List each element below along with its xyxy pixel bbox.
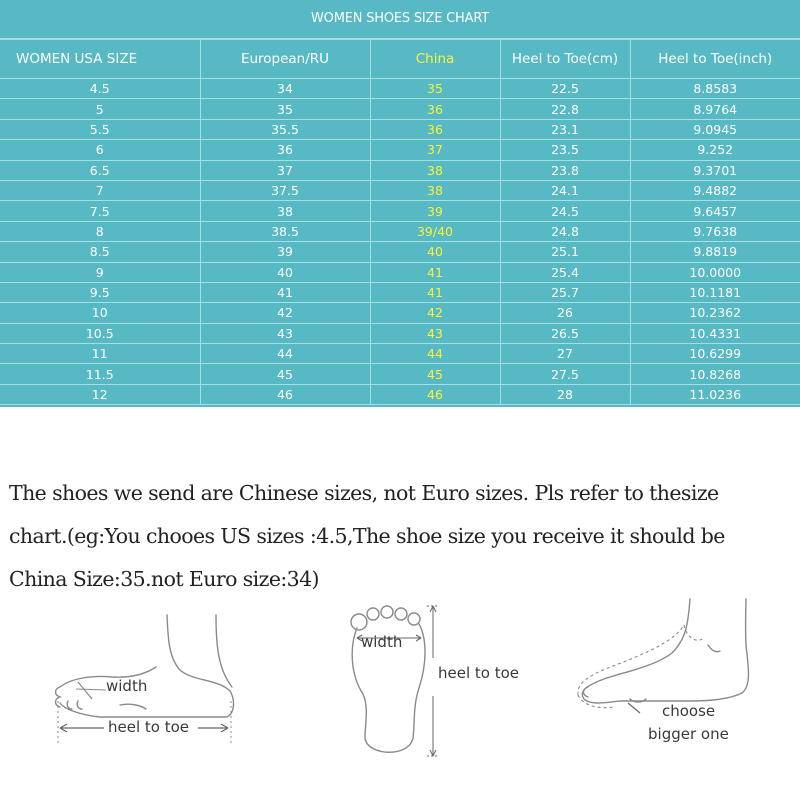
size-rows: [0, 79, 800, 405]
european-size-cell: 34: [200, 79, 370, 99]
heel-to-toe-inch-cell: 10.1181: [630, 282, 800, 302]
usa-size-cell: 7.5: [0, 201, 200, 221]
heel-to-toe-inch-cell: 9.252: [630, 140, 800, 160]
heel-to-toe-cm-cell: 27.5: [500, 364, 630, 384]
table-row: [0, 384, 800, 404]
china-size-cell: 37: [370, 140, 500, 160]
side-width-label: width: [106, 677, 148, 695]
table-row: [0, 364, 800, 384]
european-size-cell: 37: [200, 160, 370, 180]
usa-size-cell: 9: [0, 262, 200, 282]
table-row: [0, 201, 800, 221]
heel-to-toe-cm-cell: 22.8: [500, 99, 630, 119]
usa-size-cell: 8: [0, 221, 200, 241]
table-header-row: [0, 40, 800, 79]
sole-width-label: width: [361, 633, 403, 651]
heel-to-toe-inch-cell: 11.0236: [630, 384, 800, 404]
heel-to-toe-cm-cell: 23.1: [500, 119, 630, 139]
usa-size-cell: 5.5: [0, 119, 200, 139]
size-note: [9, 472, 799, 601]
european-size-cell: 45: [200, 364, 370, 384]
foot-side-view-illustration: [40, 605, 250, 755]
heel-to-toe-cm-cell: 23.5: [500, 140, 630, 160]
usa-size-cell: 6: [0, 140, 200, 160]
note-line-2: chart.(eg:You chooes US sizes :4.5,The shoe size you receive it should be: [9, 524, 725, 548]
heel-to-toe-inch-cell: 9.7638: [630, 221, 800, 241]
european-size-cell: 38.5: [200, 221, 370, 241]
heel-to-toe-inch-cell: 10.4331: [630, 323, 800, 343]
chart-title: WOMEN SHOES SIZE CHART: [0, 0, 800, 39]
european-size-cell: 43: [200, 323, 370, 343]
european-size-cell: 36: [200, 140, 370, 160]
header-european-size: European/RU: [200, 40, 370, 79]
table-row: [0, 99, 800, 119]
heel-to-toe-cm-cell: 25.7: [500, 282, 630, 302]
usa-size-cell: 10.5: [0, 323, 200, 343]
heel-to-toe-cm-cell: 25.4: [500, 262, 630, 282]
table-row: [0, 323, 800, 343]
heel-to-toe-inch-cell: 9.3701: [630, 160, 800, 180]
european-size-cell: 46: [200, 384, 370, 404]
heel-to-toe-cm-cell: 24.5: [500, 201, 630, 221]
european-size-cell: 38: [200, 201, 370, 221]
usa-size-cell: 11.5: [0, 364, 200, 384]
note-line-1: The shoes we send are Chinese sizes, not Euro sizes. Pls refer to thesize: [9, 481, 719, 505]
usa-size-cell: 6.5: [0, 160, 200, 180]
header-china-size: China: [370, 40, 500, 79]
table-row: [0, 160, 800, 180]
heel-to-toe-cm-cell: 28: [500, 384, 630, 404]
european-size-cell: 37.5: [200, 180, 370, 200]
heel-to-toe-inch-cell: 9.6457: [630, 201, 800, 221]
table-row: [0, 242, 800, 262]
foot-sole-illustration: [335, 598, 535, 763]
heel-to-toe-inch-cell: 9.4882: [630, 180, 800, 200]
foot-fit-illustration: [570, 595, 770, 755]
heel-to-toe-inch-cell: 10.0000: [630, 262, 800, 282]
header-usa-size: WOMEN USA SIZE: [0, 40, 200, 79]
table-row: [0, 79, 800, 99]
table-row: [0, 221, 800, 241]
china-size-cell: 38: [370, 180, 500, 200]
header-heel-to-toe-inch: Heel to Toe(inch): [630, 40, 800, 79]
china-size-cell: 39/40: [370, 221, 500, 241]
heel-to-toe-cm-cell: 26: [500, 303, 630, 323]
european-size-cell: 42: [200, 303, 370, 323]
china-size-cell: 41: [370, 282, 500, 302]
china-size-cell: 46: [370, 384, 500, 404]
heel-to-toe-cm-cell: 27: [500, 344, 630, 364]
heel-to-toe-inch-cell: 10.6299: [630, 344, 800, 364]
usa-size-cell: 8.5: [0, 242, 200, 262]
china-size-cell: 39: [370, 201, 500, 221]
european-size-cell: 39: [200, 242, 370, 262]
sole-heel-to-toe-label: heel to toe: [438, 664, 520, 682]
heel-to-toe-inch-cell: 9.0945: [630, 119, 800, 139]
heel-to-toe-inch-cell: 9.8819: [630, 242, 800, 262]
table-row: [0, 282, 800, 302]
heel-to-toe-inch-cell: 10.2362: [630, 303, 800, 323]
heel-to-toe-cm-cell: 26.5: [500, 323, 630, 343]
table-row: [0, 119, 800, 139]
china-size-cell: 36: [370, 99, 500, 119]
usa-size-cell: 9.5: [0, 282, 200, 302]
table-row: [0, 140, 800, 160]
european-size-cell: 35.5: [200, 119, 370, 139]
european-size-cell: 40: [200, 262, 370, 282]
usa-size-cell: 5: [0, 99, 200, 119]
china-size-cell: 36: [370, 119, 500, 139]
china-size-cell: 41: [370, 262, 500, 282]
china-size-cell: 40: [370, 242, 500, 262]
table-row: [0, 303, 800, 323]
heel-to-toe-cm-cell: 24.8: [500, 221, 630, 241]
china-size-cell: 45: [370, 364, 500, 384]
fit-label-line-1: choose: [662, 702, 716, 720]
note-line-3: China Size:35.not Euro size:34): [9, 567, 319, 591]
china-size-cell: 43: [370, 323, 500, 343]
fit-label-line-2: bigger one: [648, 725, 729, 743]
china-size-cell: 42: [370, 303, 500, 323]
usa-size-cell: 4.5: [0, 79, 200, 99]
heel-to-toe-cm-cell: 23.8: [500, 160, 630, 180]
usa-size-cell: 12: [0, 384, 200, 404]
heel-to-toe-cm-cell: 25.1: [500, 242, 630, 262]
european-size-cell: 44: [200, 344, 370, 364]
table-row: [0, 262, 800, 282]
european-size-cell: 35: [200, 99, 370, 119]
header-heel-to-toe-cm: Heel to Toe(cm): [500, 40, 630, 79]
china-size-cell: 35: [370, 79, 500, 99]
table-row: [0, 344, 800, 364]
china-size-cell: 44: [370, 344, 500, 364]
heel-to-toe-inch-cell: 10.8268: [630, 364, 800, 384]
size-table: [0, 39, 800, 405]
usa-size-cell: 11: [0, 344, 200, 364]
heel-to-toe-inch-cell: 8.8583: [630, 79, 800, 99]
heel-to-toe-inch-cell: 8.9764: [630, 99, 800, 119]
usa-size-cell: 10: [0, 303, 200, 323]
heel-to-toe-cm-cell: 24.1: [500, 180, 630, 200]
heel-to-toe-cm-cell: 22.5: [500, 79, 630, 99]
side-heel-to-toe-label: heel to toe: [108, 718, 190, 736]
table-row: [0, 180, 800, 200]
usa-size-cell: 7: [0, 180, 200, 200]
china-size-cell: 38: [370, 160, 500, 180]
european-size-cell: 41: [200, 282, 370, 302]
